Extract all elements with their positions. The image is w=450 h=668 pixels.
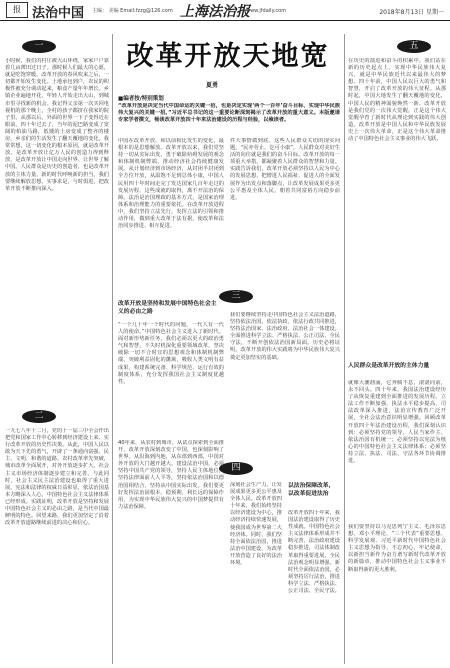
column-3b-text: 我们要继续坚持走中国特色社会主义法治道路，坚持依法治国、依法执政、依法行政共同推进，坚持法治国家、法治政府、法治社会一体建设。全面推进科学立法、严格执法、公正司法、全民守法，不断开创依法治国新局面。历史必将证明，改革开放的伟大实践将为中华民族伟大复兴奠定更加坚实的基础。 [230,312,340,361]
issue-date: 2018年8月13日 星期一 [379,9,444,16]
section-mark-3: 三 [219,290,253,303]
column-4-text: 改革开放四十年来，我国法治建设取得了历史性成就。中国特色社会主义法律体系形成并不断完善，法治政府建设稳步推进，司法体制改革取得重要进展，全民法治观念明显增强。新时代全面依法治国，必须坚持厉行法治，推进科学立法、严格执法、公正司法、全民守法。 [288,510,340,595]
paper-url: www.jfdaily.com [246,8,287,14]
editor-info: 主编： 美编 Email:fzzg@126.com [92,8,173,14]
column-2-text: 中国在改革开放、和以前相比发生的变化，最根本的是思想解放。改革开放以来，我们党坚持一切从实际出发，勇于破除妨碍发展的观念和体制机制弊端，推动经济社会持续健康发展。从计划经济到市场经济，从封闭半封闭到全方位开放，从温饱不足到总体小康，中国人民用四十年时间走完了发达国家几百年走过的发展历程。这些成就的取得，离不开法治的保障。法治是治国理政的基本方式，是国家治理体系和治理能力的重要依托。在改革开放进程中，我们坚持立法先行，发挥立法的引领和推动作用，做到重大改革于法有据，使改革和法治同步推进、相互促进。 [118,138,224,230]
column-divider [112,34,113,664]
column-1-text: 小时候，我们的村庄被大山环绕，家家户户靠着几亩薄田过日子。那时候人们最大的心愿，就是吃饱穿暖。改革开放的春风吹来之后，一切都开始发生变化。土地承包到户，农民的积极性被充分调动起来，粮食产量年年增长。乡镇企业遍地开花，年轻人开始走出大山，到城市里寻找新的机会。我记得父亲第一次买回电视机的那个晚上，全村的孩子都挤在我家的院子里。从那以后，外面的世界一下子变得近在眼前。四十年过去了，当年的泥巴路变成了宽阔的柏油马路，低矮的土房变成了整齐的楼房，乡亲们的生活发生了翻天覆地的变化。我常常想，这一切变化的根本原因，就是改革开放。是改革开放让亿万人民的创造力得到释放，是改革开放让中国走向世界、让世界了解中国。人民群众是历史的创造者，也是改革开放的主体力量。新的时代呼唤新的担当，我们要继续解放思想，实事求是，与时俱进，把改革开放不断推向深入。 [5,58,109,192]
section-mark-5: 五 [397,40,431,53]
lead-paragraph: “改革开放是决定当代中国命运的关键一招，也是决定实现‘两个一百年’奋斗目标、实现中华民族伟大复兴的关键一招。”习近平总书记的这一重要论断深刻揭示了改革开放的重大意义。本版邀请专家学者撰文，畅谈改革开放四十年来法治建设的历程与经验，以飨读者。 [118,103,340,123]
column-5-text: 在历史的演进和奋斗的积累中，我们站在新的历史起点上。实现中华民族伟大复兴，就是中华民族近代以来最伟大的梦想。四十年前，中国人民以巨大的勇气和智慧，开启了改革开放的伟大征程。从那时起，中国大地发生了翻天覆地的变化，中国人民的精神面貌焕然一新。改革开放是我们党的一次伟大觉醒，正是这个伟大觉醒孕育了新时代从理论到实践的伟大创造。改革开放是中国人民和中华民族发展史上一次伟大革命，正是这个伟大革命推动了中国特色社会主义事业的伟大飞跃。 [348,58,446,143]
pull-quote-3: 人民群众是改革开放的主体力量 [348,363,430,369]
column-5b-text: 就像大潮汹涌，它奔腾不息，滚滚向前，永不回头。四十年来，我国法治建设经历了从恢复重建到全面推进的发展历程。立法工作不断加强，执法水平稳步提高，司法改革深入推进，法治宣传教育广泛开展，全社会法治意识明显增强。回顾改革开放四十年法治建设历程，我们深刻认识到：必须坚持党的领导、人民当家作主、依法治国有机统一；必须坚持以宪法为核心的中国特色社会主义法律体系；必须坚持立法、执法、司法、守法各环节协调推进。 [348,380,446,465]
section-title: 法治中国 [32,6,85,21]
column-3c-text: 深刻社会生产力，让发展成果更多更公平惠及全体人民。改革开放四十年来，我们始终坚持以经济建设为中心，推动经济持续快速发展，使我国成为世界第二大经济体。同时，我们坚持全面依法治国，推进法治中国建设，为改革开放营造了良好的法治环境。 [230,482,282,567]
headline: 改革开放天地宽 [126,41,330,72]
section-tag: ■编者按/特别策划 [118,96,164,102]
section-mark-2: 二 [22,410,56,423]
column-2b-text: “一个几十年一个时代的问题，一代人有一代人的使命。”中国特色社会主义进入了新时代。面对新形势新任务，我们必须以更大的政治勇气和智慧，不失时机深化重要领域改革，坚决破除一切不合时宜的思想观念和体制机制弊端，突破利益固化的藩篱，吸收人类文明有益成果，构建系统完备、科学规范、运行有效的制度体系，充分发挥我国社会主义制度优越性。 [118,322,224,385]
byline: 夏勇 [206,82,219,89]
section-mark-1: 一 [22,40,56,53]
pull-quote-2: 以法治保障改革，以改革促进法治 [288,483,335,497]
masthead [0,0,450,21]
paper-name: 上海法治报 [180,4,250,20]
column-divider [344,34,345,664]
column-1b-text: 一九七八年十二月，党的十一届三中全会作出把党和国家工作中心转移到经济建设上来、实行改革开放的历史性决策。从此，中国人民以敢为天下先的勇气，开辟了一条通向富强、民主、文明、和谐的道路。农村改革率先突破，城市改革全面展开，对外开放逐步扩大，社会主义市场经济体制逐步建立和完善。与此同时，社会主义民主法治建设也取得了重大进展。宪法和法律的权威日益彰显，依法治国基本方略深入人心，中国特色社会主义法律体系已经形成。实践证明，改革开放是坚持和发展中国特色社会主义的必由之路，是当代中国最鲜明的特色。回望来路，我们更加坚定了沿着改革开放道路继续前进的决心和信心。 [5,428,109,527]
section-mark-4: 四 [219,462,253,475]
column-5c-text: 我们要坚持以马克思列宁主义、毛泽东思想、邓小平理论、“三个代表”重要思想、科学发展观、习近平新时代中国特色社会主义思想为指导，不忘初心、牢记使命，以新担当新作为奋力谱写新时代改革开放的新篇章，推动中国特色社会主义事业不断取得新的更大胜利。 [348,524,446,573]
pull-quote-1: 改革开放是坚持和发展中国特色社会主义的必由之路 [118,301,217,315]
column-2c-text: 40年来，从农村到城市，从试点探索到全面推开，改革开放深刻改变了中国，也深刻影响了世界。从沿海到内地，从东部到西部，中国对外开放的大门越开越大。建设法治中国，必须坚持中国共产党的领导，坚持人民主体地位，坚持法律面前人人平等，坚持依法治国和以德治国相结合，坚持从中国实际出发。我们要更好发挥法治固根本、稳预期、利长远的保障作用，为实现中华民族伟大复兴的中国梦提供有力法治保障。 [118,440,224,510]
newspaper-logo: 报 [6,2,28,18]
column-3-text: 件大事情做到底。这些人民群众关切的现实问题，“民亦劳止，汔可小康”，人民群众对美好生活的向往就是我们的奋斗目标。改革开放的每一项重大举措，都凝聚着人民群众的智慧和力量。实践告诉我们，改革开放必须坚持以人民为中心的发展思想，把增进人民福祉、促进人的全面发展作为出发点和落脚点，让改革发展成果更多更公平惠及全体人民，朝着共同富裕方向稳步前进。 [230,138,340,201]
